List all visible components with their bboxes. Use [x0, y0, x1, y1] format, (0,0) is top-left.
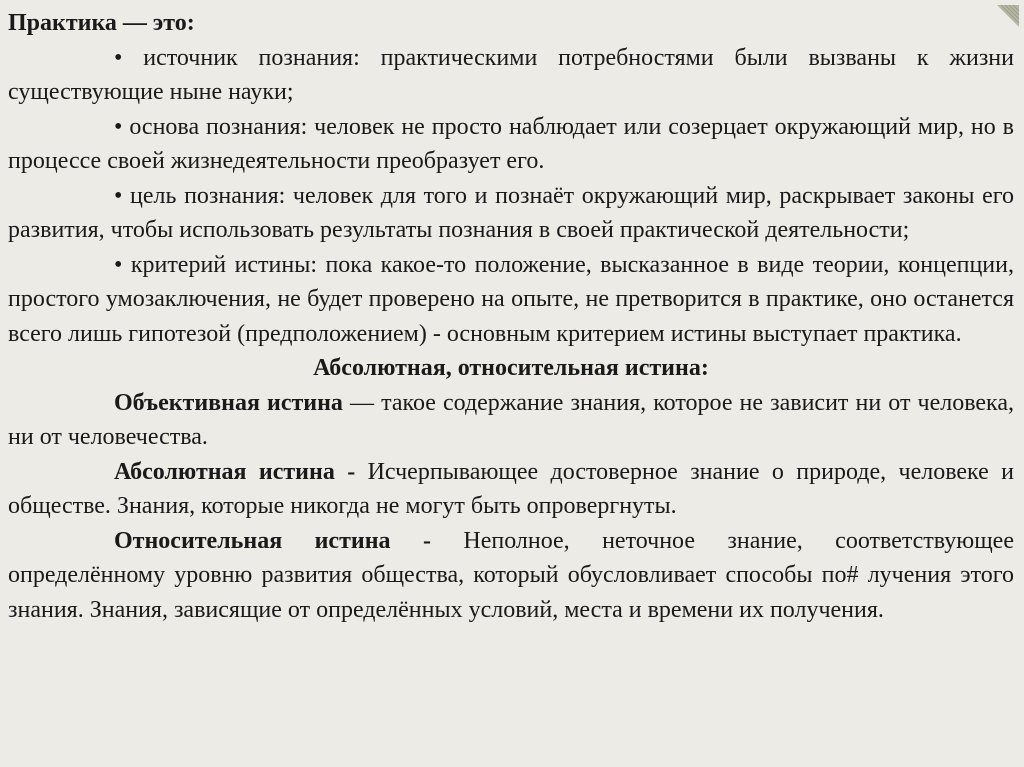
list-item-criterion: • критерий истины: пока какое-то положение, высказанное в виде теории, концепции, простого умозаключения, не будет проверено на опыте, не претворится в практике, оно останется всего лишь гипотезой (предположением) - основным критерием истины выступает практика.	[8, 251, 1014, 347]
definition-text: Исчерпывающее достоверное знание о природе, человеке и обществе. Знания, которые никогда не могут быть опровергнуты.	[8, 458, 1014, 519]
definition-absolute-truth	[8, 455, 1014, 524]
definition-term: Объективная истина	[114, 389, 343, 416]
definition-text: — такое содержание знания, которое не зависит ни от человека, ни от человечества.	[8, 389, 1014, 450]
list-item-goal: • цель познания: человек для того и познаёт окружающий мир, раскрывает законы его развития, чтобы использовать результаты познания в своей практической деятельности;	[8, 182, 1014, 243]
definition-relative-truth	[8, 524, 1014, 628]
definition-text: Неполное, неточное знание, соответствующее определённому уровню развития общества, который обусловливает способы по# лучения этого знания. Знания, зависящие от определённых условий, места и времени их получения.	[8, 527, 1014, 623]
definition-term: Относительная истина -	[114, 527, 431, 554]
slide-heading: Практика — это:	[8, 10, 195, 36]
section-subheading: Абсолютная, относительная истина:	[313, 355, 709, 381]
slide-content	[8, 6, 1014, 627]
list-item-source: • источник познания: практическими потребностями были вызваны к жизни существующие ныне науки;	[8, 44, 1014, 105]
list-item-basis: • основа познания: человек не просто наблюдает или созерцает окружающий мир, но в процессе своей жизнедеятельности преобразует его.	[8, 113, 1014, 174]
definition-objective-truth	[8, 386, 1014, 455]
definition-term: Абсолютная истина -	[114, 458, 356, 485]
